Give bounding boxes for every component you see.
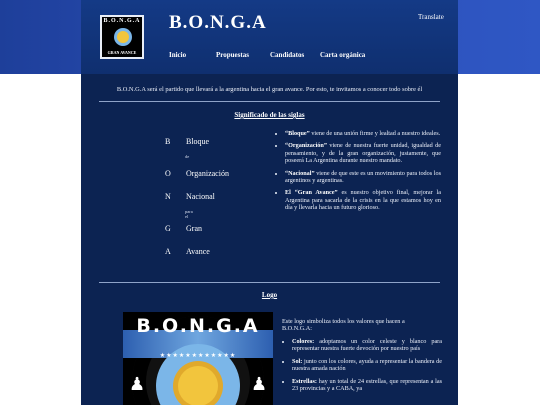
- acronym-letter: B: [165, 137, 171, 146]
- logo-top-text: B.O.N.G.A: [103, 18, 141, 24]
- site-logo[interactable]: [100, 15, 144, 59]
- acronym-letter: A: [165, 247, 171, 256]
- sun-icon: [117, 31, 129, 43]
- divider: [99, 282, 440, 283]
- siglas-title: Significado de las siglas: [234, 111, 305, 119]
- acronym-connector: para el: [185, 209, 193, 219]
- stars-icon: ★★★★★★★★★★★★: [159, 353, 237, 359]
- list-item: • “Organización” viene de nuestra fuerte unidad, igualdad de pensamiento, y de la gran organización, justamente, que poseerá La Argentina durante nuestro mandato.: [285, 142, 441, 164]
- nav-inicio[interactable]: Inicio: [169, 51, 187, 59]
- list-item: • “Bloque” viene de una unión firme y lealtad a nuestro ideales.: [285, 130, 441, 137]
- acronym-word: Organización: [186, 169, 229, 178]
- penguin-icon: ♟: [251, 374, 268, 394]
- acronym-word: Bloque: [186, 137, 210, 146]
- divider: [99, 101, 440, 102]
- party-logo-image: [123, 312, 273, 405]
- logo-bullet-list: [282, 338, 442, 397]
- acronym-letter: N: [165, 192, 171, 201]
- acronym-letter: G: [165, 224, 171, 233]
- nav-propuestas[interactable]: Propuestas: [216, 51, 249, 59]
- acronym-connector: de: [185, 154, 190, 159]
- logo-intro-text: Este logo simboliza todos los valores que hacen a B.O.N.G.A:: [282, 318, 405, 333]
- penguin-icon: ♟: [129, 374, 146, 394]
- list-item: • Sol: junto con los colores, ayuda a representar la bandera de nuestra amada nación: [292, 358, 442, 373]
- list-item: • El “Gran Avance” es nuestro objetivo final, mejorar la Argentina para sacarla de la crisis en la que estamos hoy en día y llevarla hacia un futuro glorioso.: [285, 189, 441, 211]
- sun-icon: [178, 366, 218, 405]
- list-item: • “Nacional” viene de que este es un movimiento para todos los argentinos y argentinas.: [285, 170, 441, 185]
- acronym-letter: O: [165, 169, 171, 178]
- list-item: • Estrellas: hay un total de 24 estrellas, que representan a las 23 provincias y a CABA, ya: [292, 378, 442, 393]
- logo-text: B.O.N.G.A: [136, 315, 260, 337]
- acronym-word: Nacional: [186, 192, 215, 201]
- logo-section-title: Logo: [261, 291, 278, 299]
- siglas-bullet-list: [275, 130, 441, 217]
- nav-candidatos[interactable]: Candidatos: [270, 51, 305, 59]
- acronym-word: Avance: [186, 247, 210, 256]
- nav-carta-organica[interactable]: Carta orgánica: [320, 51, 366, 59]
- header: [81, 0, 458, 74]
- site-title: B.O.N.G.A: [169, 12, 267, 33]
- acronym-word: Gran: [186, 224, 202, 233]
- intro-text: B.O.N.G.A será el partido que llevará a la argentina hacia el gran avance. Por esto, te invitamos a conocer todo sobre él: [116, 86, 423, 93]
- logo-bottom-text: GRAN AVANCE: [107, 50, 137, 55]
- list-item: • Colores: adoptamos un color celeste y blanco para representar nuestra fuerte devoción por nuestro país: [292, 338, 442, 353]
- page-container: [81, 0, 458, 405]
- translate-link[interactable]: Translate: [418, 13, 444, 21]
